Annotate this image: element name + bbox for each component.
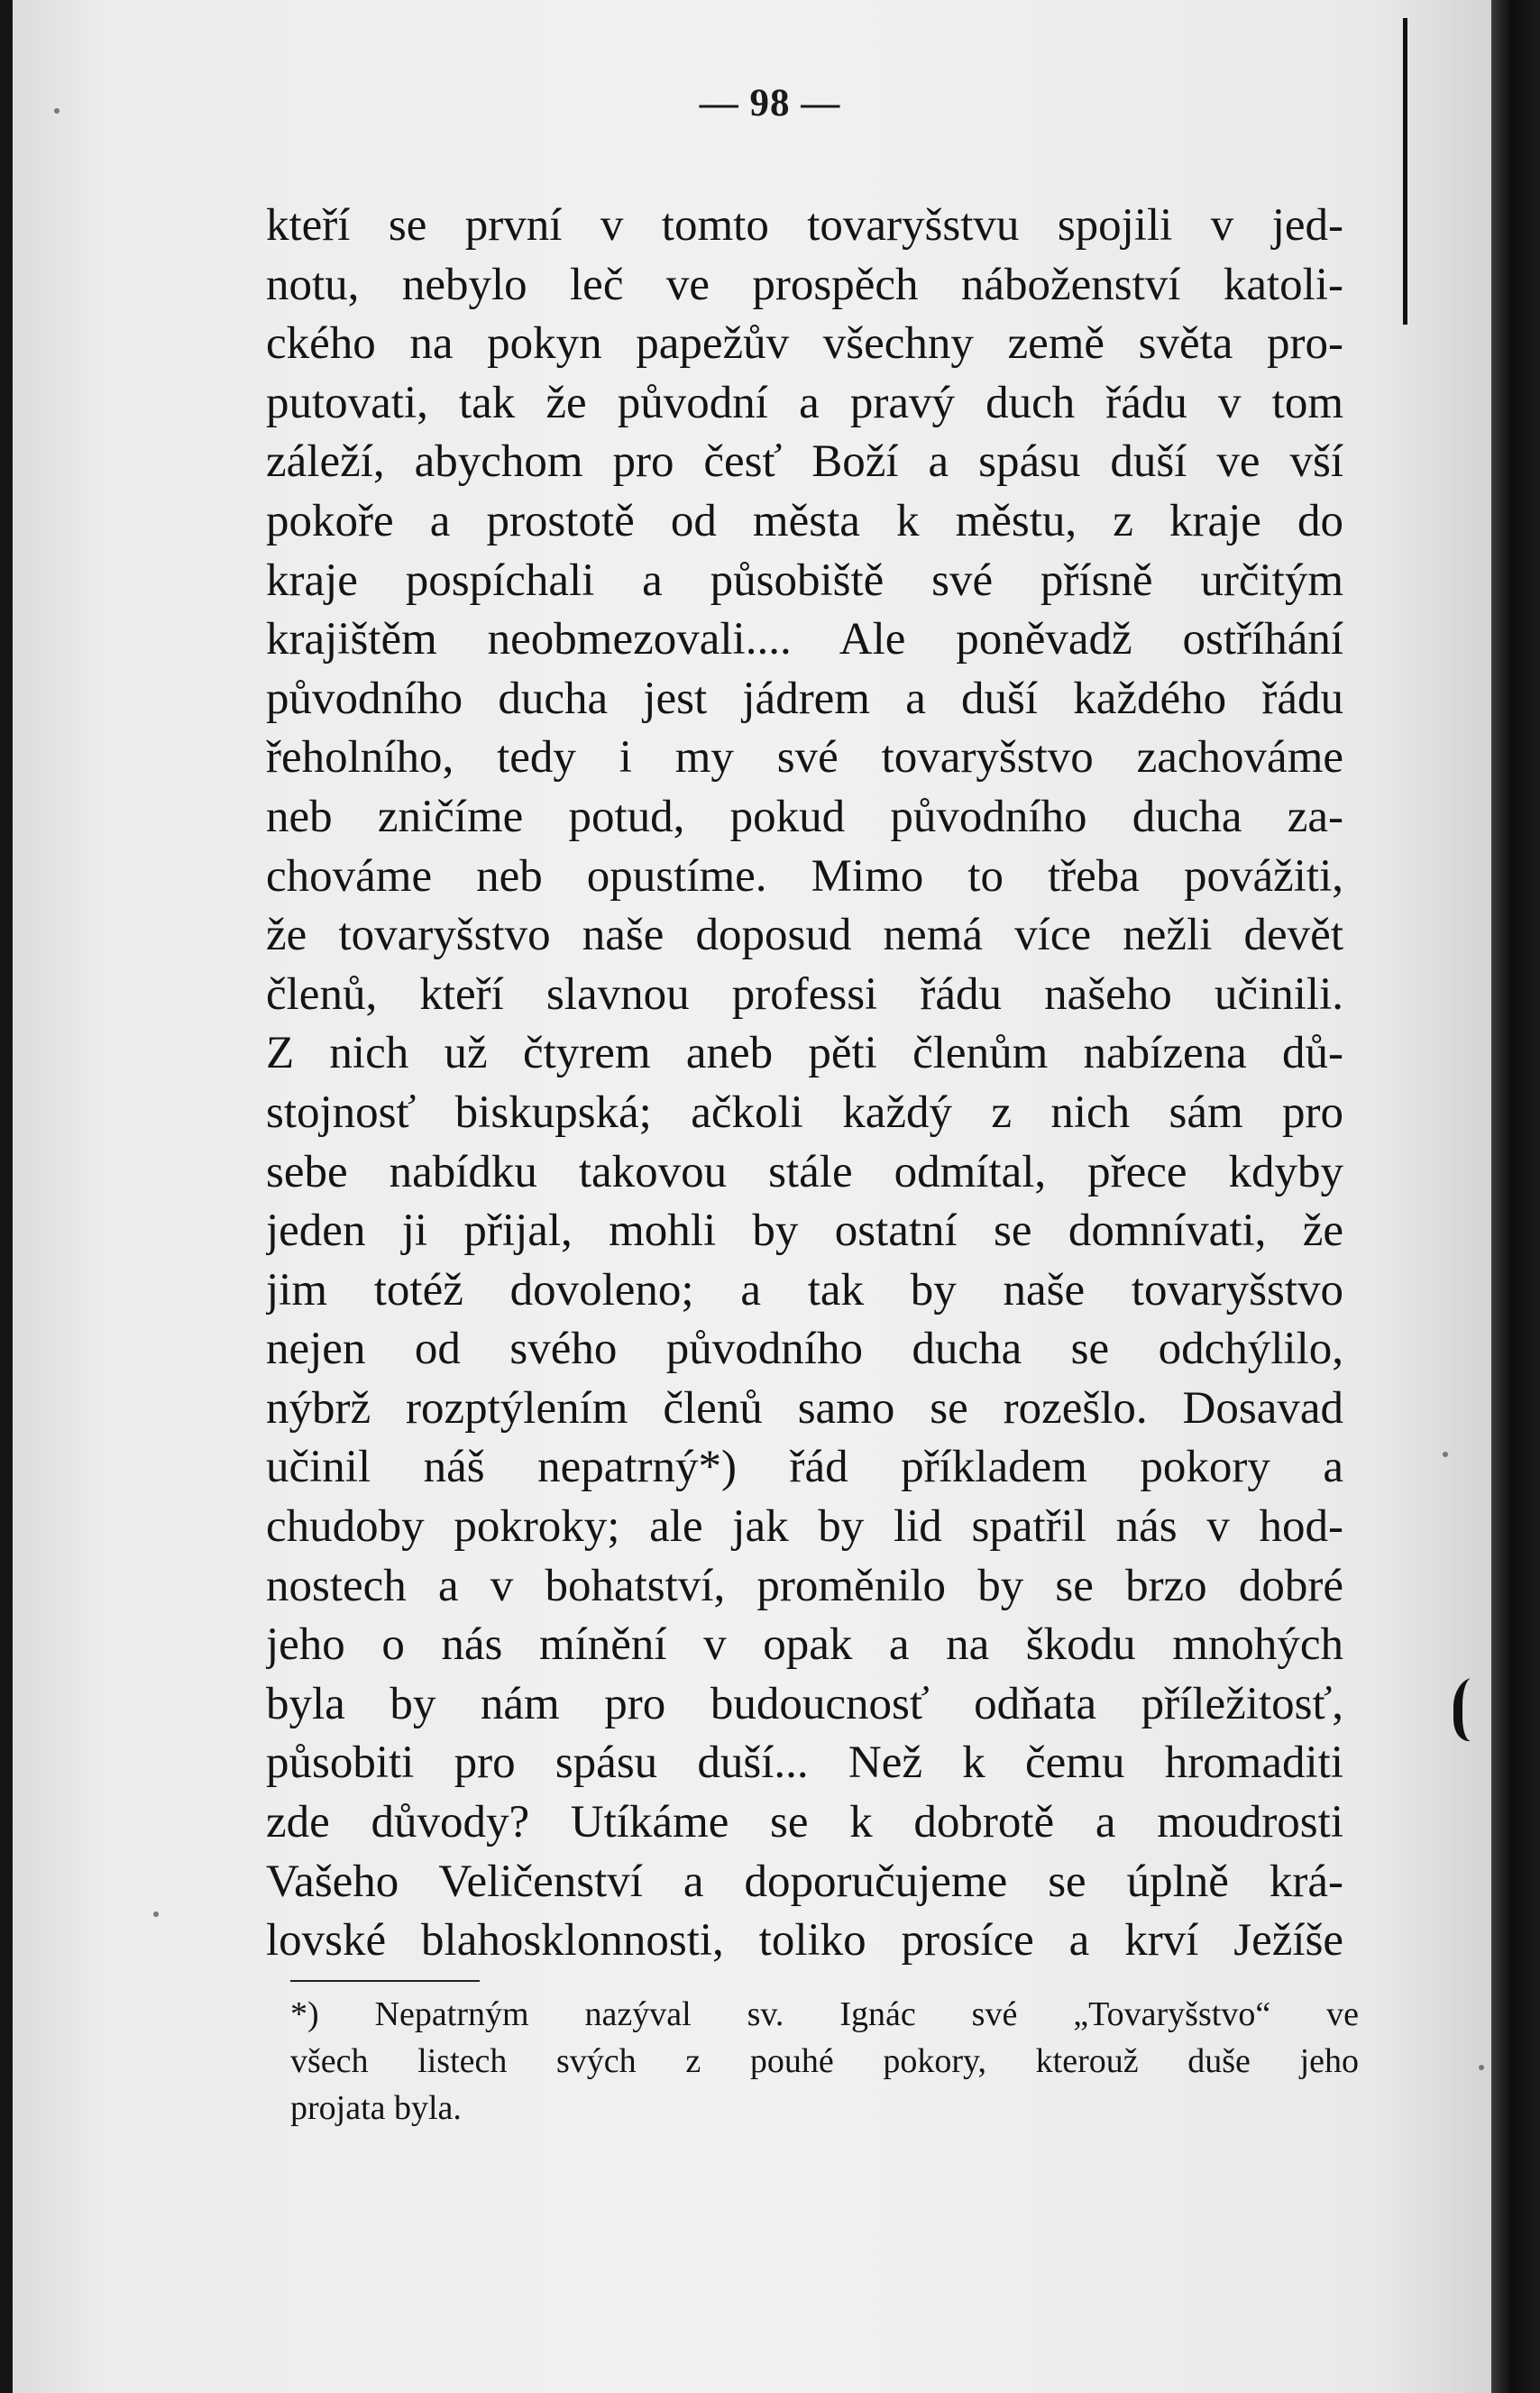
text-line: sebe nabídku takovou stále odmítal, přece kdyby — [266, 1146, 1343, 1197]
text-line: původního ducha jest jádrem a duší každého řádu — [266, 673, 1343, 724]
text-line: chudoby pokroky; ale jak by lid spatřil nás v hod- — [266, 1501, 1343, 1553]
book-binding-edge — [1491, 0, 1540, 2393]
paper-speck — [1479, 2065, 1484, 2070]
text-line: učinil náš nepatrný*) řád příkladem pokory a — [266, 1442, 1343, 1493]
text-line: pokoře a prostotě od města k městu, z kraje do — [266, 495, 1343, 546]
paper-speck — [153, 1912, 159, 1917]
text-line: stojnosť biskupská; ačkoli každý z nich sám pro — [266, 1086, 1343, 1138]
text-line: působiti pro spásu duší... Než k čemu hromaditi — [266, 1737, 1343, 1789]
text-line: kraje pospíchali a působiště své přísně určitým — [266, 555, 1343, 606]
footnote-line: *) Nepatrným nazýval sv. Ignác své „Tovaryšstvo“ ve — [290, 1995, 1359, 2033]
footnote — [290, 1991, 1359, 2132]
text-line: řeholního, tedy i my své tovaryšstvo zachováme — [266, 732, 1343, 784]
text-line: zde důvody? Utíkáme se k dobrotě a moudrosti — [266, 1797, 1343, 1848]
text-line: ckého na pokyn papežův všechny země světa pro- — [266, 318, 1343, 370]
footnote-line: projata byla. — [290, 2089, 462, 2127]
text-line: neb zničíme potud, pokud původního ducha za- — [266, 791, 1343, 842]
body-text — [266, 197, 1343, 1971]
text-line: byla by nám pro budoucnosť odňata příležitosť, — [266, 1678, 1343, 1729]
text-line: nýbrž rozptýlením členů samo se rozešlo. Dosavad — [266, 1382, 1343, 1434]
footnote-line: všech listech svých z pouhé pokory, kterouž duše jeho — [290, 2042, 1359, 2080]
text-line: Z nich už čtyrem aneb pěti členům nabízena dů- — [266, 1028, 1343, 1079]
text-line: notu, nebylo leč ve prospěch náboženství katoli- — [266, 259, 1343, 310]
text-line: nostech a v bohatství, proměnilo by se brzo dobré — [266, 1560, 1343, 1611]
text-line: jeden ji přijal, mohli by ostatní se domnívati, že — [266, 1206, 1343, 1257]
text-line: kteří se první v tomto tovaryšstvu spojili v jed- — [266, 200, 1343, 251]
text-line: jeho o nás mínění v opak a na škodu mnohých — [266, 1619, 1343, 1671]
page-number: — 98 — — [699, 82, 841, 124]
text-line: jim totéž dovoleno; a tak by naše tovaryšstvo — [266, 1264, 1343, 1316]
text-line: putovati, tak že původní a pravý duch řádu v tom — [266, 377, 1343, 428]
text-line: členů, kteří slavnou professi řádu našeho učinili. — [266, 968, 1343, 1020]
paper-speck — [1443, 1452, 1448, 1457]
text-line: Vašeho Veličenství a doporučujeme se úplně krá- — [266, 1856, 1343, 1907]
text-line: že tovaryšstvo naše doposud nemá více nežli devět — [266, 910, 1343, 961]
text-line: lovské blahosklonnosti, toliko prosíce a krví Ježíše — [266, 1915, 1343, 1967]
text-line: záleží, abychom pro česť Boží a spásu duší ve vší — [266, 436, 1343, 488]
text-line: krajištěm neobmezovali.... Ale poněvadž ostříhání — [266, 614, 1343, 665]
binding-shadow-line — [1403, 18, 1407, 325]
text-line: nejen od svého původního ducha se odchýlilo, — [266, 1324, 1343, 1375]
text-line: chováme neb opustíme. Mimo to třeba povážiti, — [266, 850, 1343, 902]
binding-clip-mark — [1453, 1673, 1499, 1745]
footnote-separator — [290, 1980, 480, 1982]
